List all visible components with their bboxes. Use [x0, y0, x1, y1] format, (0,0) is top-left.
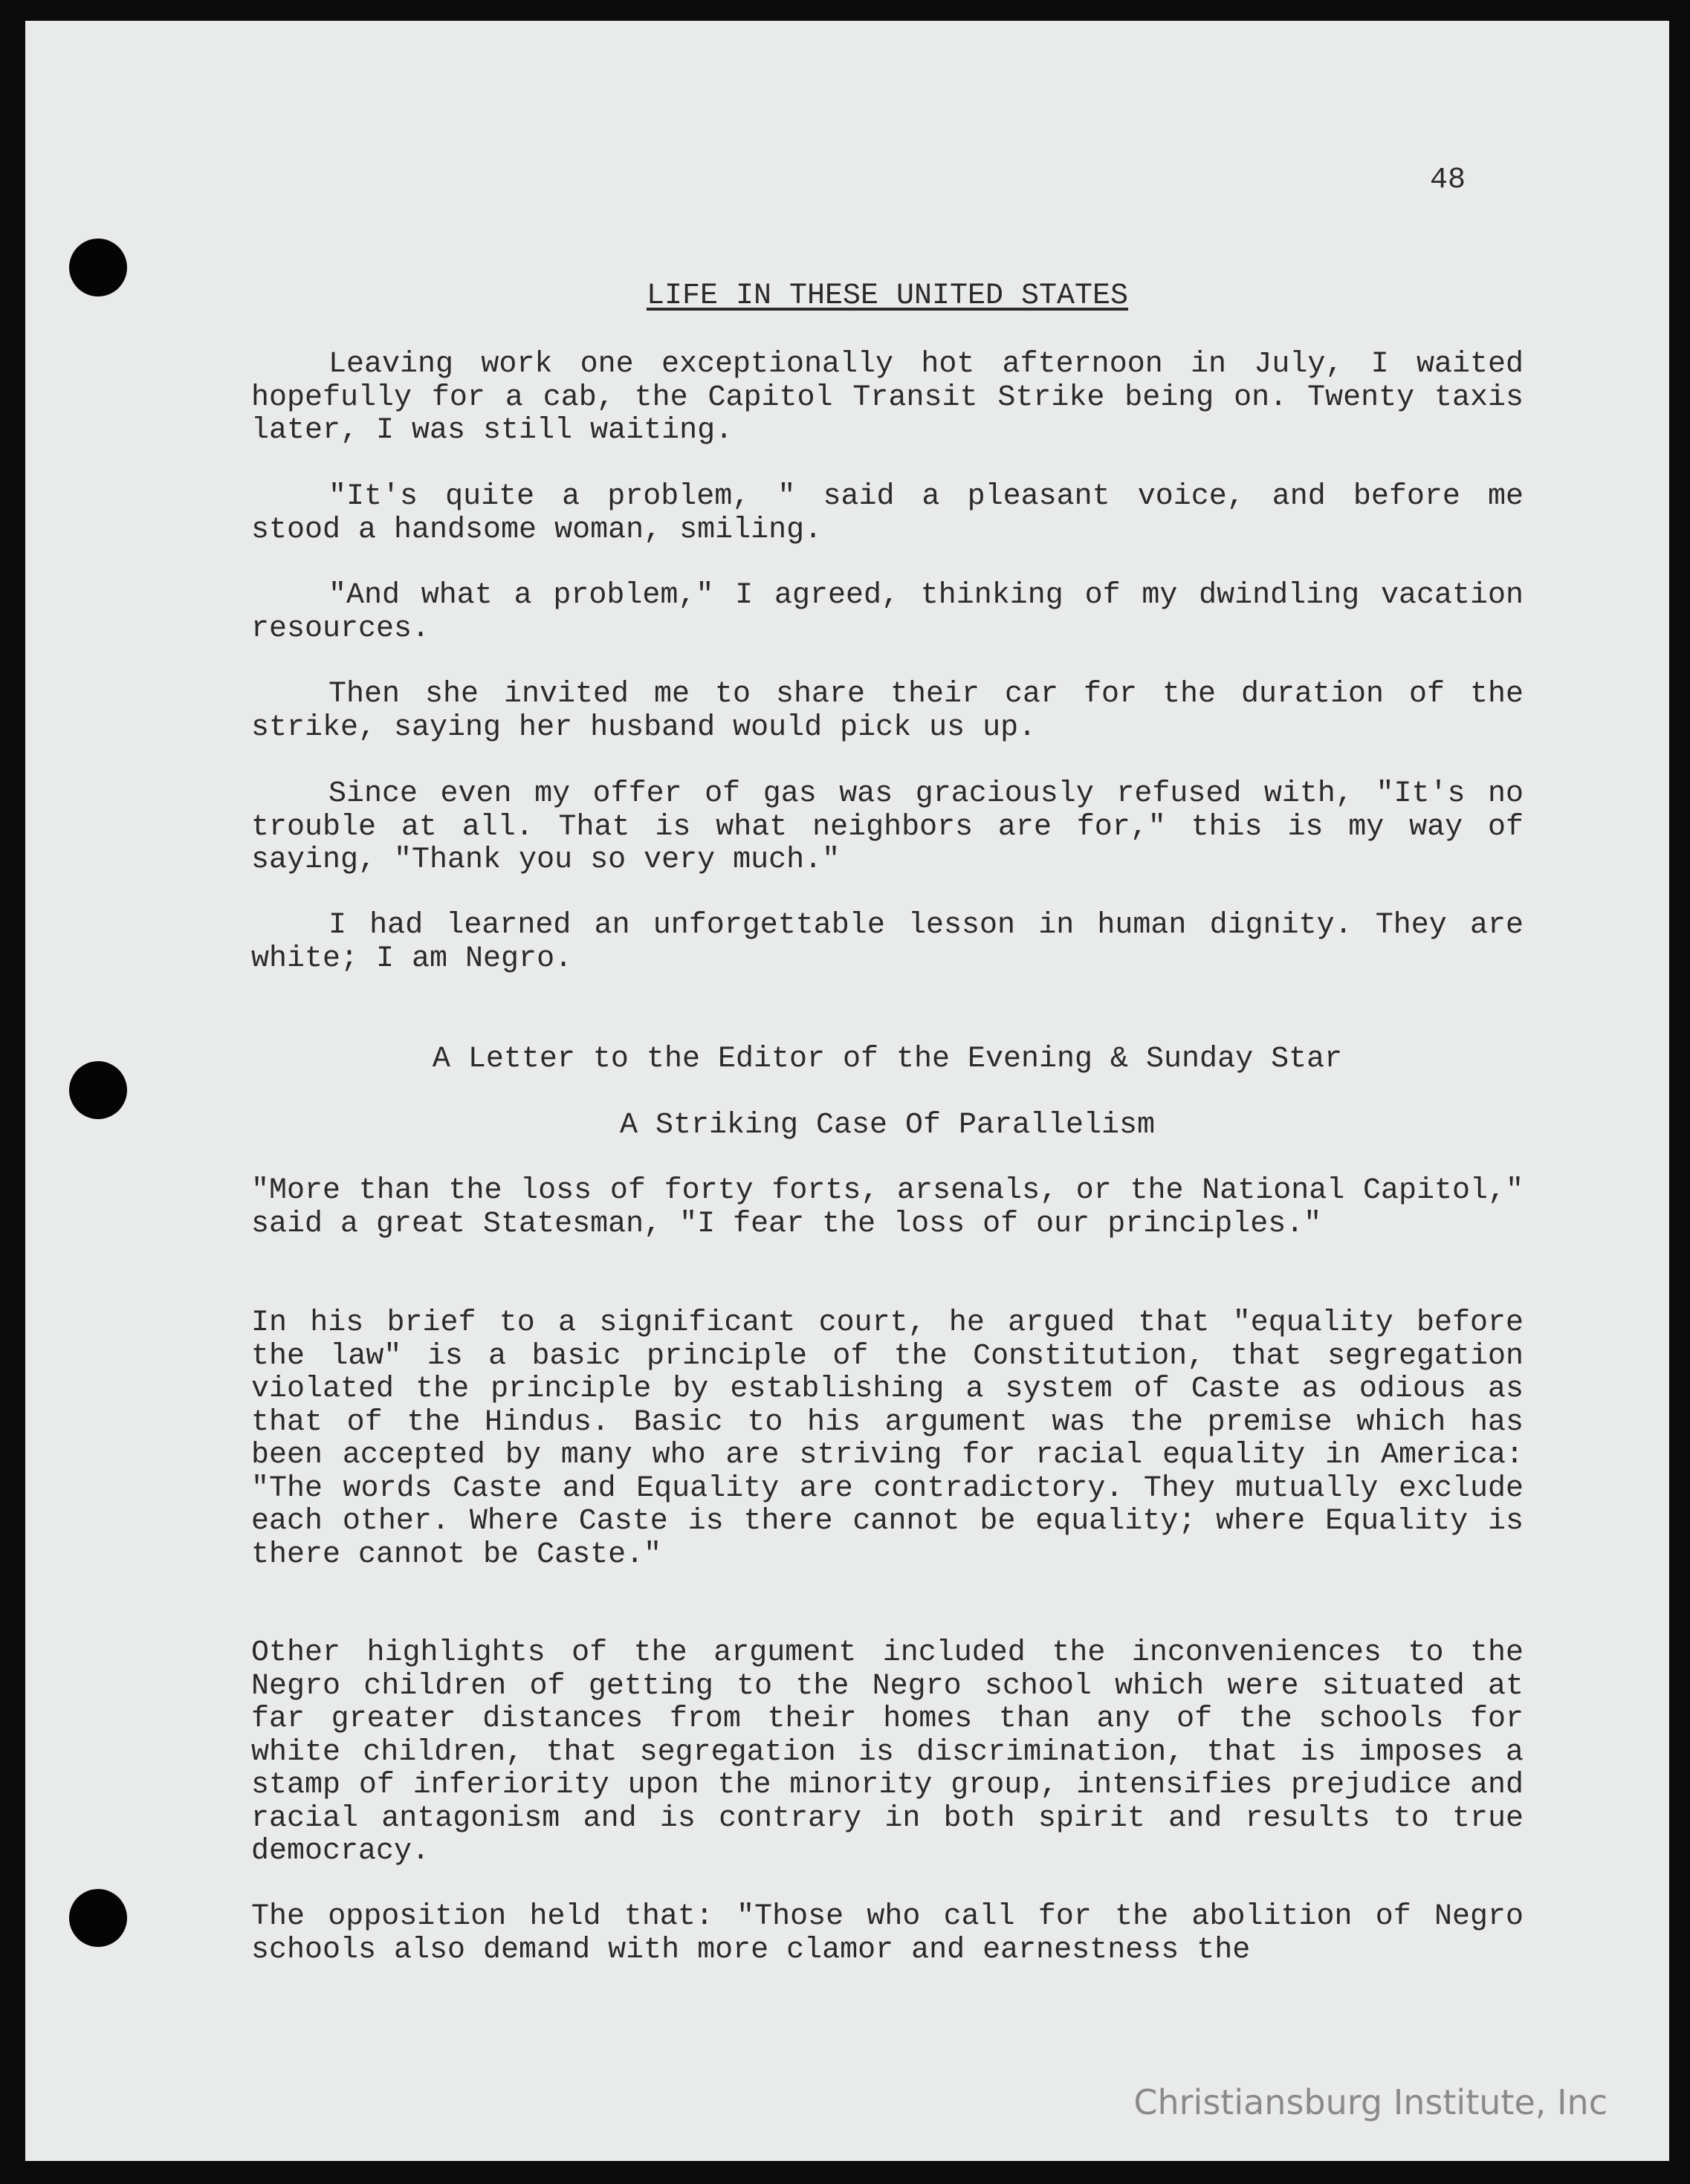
paragraph: "More than the loss of forty forts, arsenals, or the National Capitol," said a great Statesman, "I fear the loss of our principles." — [251, 1174, 1524, 1241]
watermark: Christiansburg Institute, Inc — [1133, 2082, 1608, 2122]
paragraph: Then she invited me to share their car for the duration of the strike, saying her husband would pick us up. — [251, 678, 1524, 745]
paragraph: The opposition held that: "Those who call for the abolition of Negro schools also demand with more clamor and earnestness the — [251, 1900, 1524, 1967]
paragraph: "And what a problem," I agreed, thinking of my dwindling vacation resources. — [251, 579, 1524, 646]
paragraph: In his brief to a significant court, he argued that "equality before the law" is a basic principle of the Constitution, that segregation violated the principle by establishing a system of Caste as odious as that of the Hindus. Basic to his argument was the premise which has been accepted by many who are striving for racial equality in America: "The words Caste and Equality are contradictory. They mutually exclude each other. Where Caste is there cannot be equality; where Equality is there cannot be Caste." — [251, 1306, 1524, 1572]
paragraph: Other highlights of the argument included the inconveniences to the Negro children of getting to the Negro school which were situated at far greater distances from their homes than any of the schools for white children, that segregation is discrimination, that is imposes a stamp of inferiority upon the minority group, intensifies prejudice and racial antagonism and is contrary in both spirit and results to true democracy. — [251, 1636, 1524, 1868]
paragraph: Leaving work one exceptionally hot afternoon in July, I waited hopefully for a cab, the Capitol Transit Strike being on. Twenty taxis later, I was still waiting. — [251, 348, 1524, 447]
punch-hole-middle — [69, 1061, 127, 1119]
letter-subheading: A Striking Case Of Parallelism — [619, 1109, 1156, 1142]
section-title: LIFE IN THESE UNITED STATES — [646, 279, 1129, 313]
letter-heading: A Letter to the Editor of the Evening & Sunday Star — [432, 1043, 1343, 1076]
paragraph: "It's quite a problem, " said a pleasant voice, and before me stood a handsome woman, smiling. — [251, 480, 1524, 547]
page-number: 48 — [1430, 163, 1466, 197]
punch-hole-bottom — [69, 1889, 127, 1947]
paragraph: Since even my offer of gas was graciously refused with, "It's no trouble at all. That is what neighbors are for," this is my way of saying, "Thank you so very much." — [251, 777, 1524, 877]
punch-hole-top — [69, 239, 127, 297]
document-page — [25, 21, 1669, 2161]
paragraph: I had learned an unforgettable lesson in human dignity. They are white; I am Negro. — [251, 909, 1524, 976]
